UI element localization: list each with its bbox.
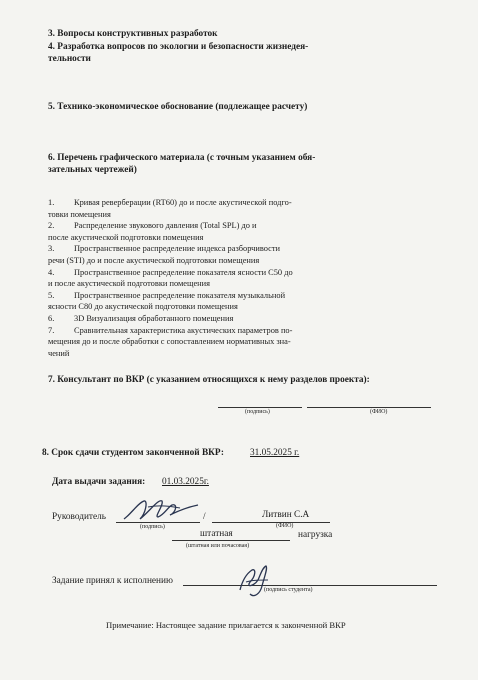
- load-type-caption: (штатная или почасовая): [186, 543, 250, 549]
- list-item-number: 4.: [48, 267, 55, 277]
- list-item-text: чений: [48, 348, 70, 358]
- section-6-heading-line2: зательных чертежей): [48, 165, 137, 175]
- list-item: [48, 325, 348, 360]
- supervisor-fio-line: [212, 522, 330, 523]
- note-text: Примечание: Настоящее задание прилагается к законченной ВКР: [106, 620, 346, 630]
- supervisor-signature-image: [118, 493, 204, 527]
- list-item-text: Кривая реверберации (RT60) до и после акустической подго-: [74, 198, 292, 207]
- load-type-line: [172, 540, 290, 541]
- list-item-text: Пространственное распределение индекса разборчивости: [74, 244, 281, 254]
- accepted-label: Задание принял к исполнению: [52, 576, 173, 586]
- list-item-text: товки помещения: [48, 209, 111, 219]
- list-item-number: 5.: [48, 290, 55, 300]
- deadline-date: 31.05.2025 г.: [250, 448, 300, 458]
- section-3-heading: 3. Вопросы конструктивных разработок: [48, 29, 218, 39]
- issue-date-label: Дата выдачи задания:: [52, 477, 146, 487]
- list-item-text: речи (STI) до и после акустической подготовки помещения: [48, 255, 260, 265]
- list-item: [48, 313, 348, 325]
- list-item-text: ясности C80 до акустической подготовки помещения: [48, 302, 238, 312]
- list-item-text: Сравнительная характеристика акустических параметров по-: [74, 325, 293, 335]
- consultant-sign-caption: (подпись): [245, 409, 270, 415]
- supervisor-label: Руководитель: [52, 512, 106, 522]
- list-item-number: 2.: [48, 221, 55, 231]
- list-item: [48, 267, 348, 290]
- list-item-text: Пространственное распределение показателя ясности C50 до: [74, 267, 293, 277]
- list-item-text: после акустической подготовки помещения: [48, 232, 204, 242]
- supervisor-separator: /: [203, 512, 206, 522]
- accepted-signature-line: [183, 585, 437, 586]
- section-4-heading-line2: тельности: [48, 54, 91, 64]
- list-item-text: мещения до и после обработки с сопоставлением нормативных зна-: [48, 337, 291, 347]
- student-signature-image: [232, 560, 276, 600]
- supervisor-fio-caption: (ФИО): [276, 523, 294, 529]
- list-item-number: 6.: [48, 313, 55, 323]
- list-item-number: 1.: [48, 198, 55, 207]
- list-item-text: Распределение звукового давления (Total SPL) до и: [74, 221, 257, 231]
- deadline-label: 8. Срок сдачи студентом законченной ВКР:: [42, 448, 225, 458]
- section-6-heading-line1: 6. Перечень графического материала (с точным указанием обя-: [48, 153, 316, 163]
- load-label: нагрузка: [298, 530, 333, 540]
- list-item-text: 3D Визуализация обработанного помещения: [74, 313, 234, 323]
- list-item-text: Пространственное распределение показателя музыкальной: [74, 290, 286, 300]
- load-type-value: штатная: [200, 529, 233, 539]
- section-4-heading-line1: 4. Разработка вопросов по экологии и безопасности жизнедея-: [48, 42, 309, 52]
- list-item-number: 3.: [48, 244, 55, 254]
- consultant-fio-caption: (ФИО): [370, 409, 388, 415]
- issue-date-value: 01.03.2025г.: [162, 477, 209, 487]
- list-item: [48, 220, 348, 243]
- list-item-text: и после акустической подготовки помещения: [48, 279, 210, 289]
- accepted-sign-caption: (подпись студента): [264, 587, 313, 593]
- consultant-heading: 7. Консультант по ВКР (с указанием относящихся к нему разделов проекта):: [48, 375, 370, 385]
- list-item-number: 7.: [48, 325, 55, 335]
- graphics-list: [48, 197, 348, 359]
- list-item: [48, 243, 348, 266]
- supervisor-sign-caption: (подпись): [140, 524, 165, 530]
- list-item: [48, 197, 348, 220]
- section-5-heading: 5. Технико-экономическое обоснование (подлежащее расчету): [48, 102, 308, 112]
- supervisor-name: Литвин С.А: [262, 510, 310, 520]
- consultant-fio-line: [307, 407, 431, 408]
- list-item: [48, 290, 348, 313]
- consultant-signature-line: [218, 407, 302, 408]
